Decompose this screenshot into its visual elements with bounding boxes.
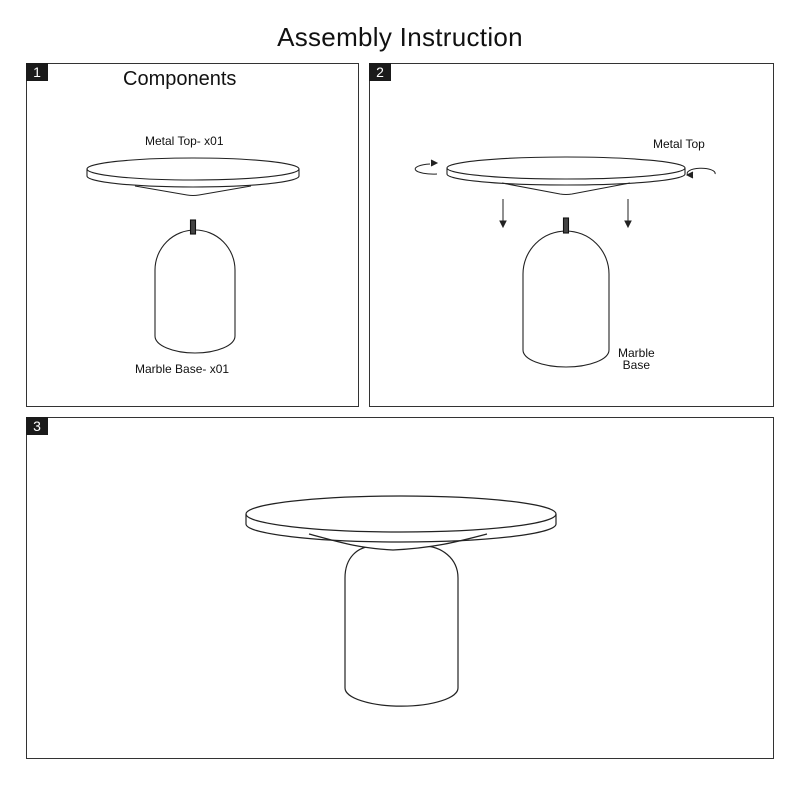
step-3-number: 3	[26, 417, 48, 435]
step-2-number: 2	[369, 63, 391, 81]
step-1-illustration	[27, 64, 360, 408]
step-2-panel	[369, 63, 774, 407]
down-arrow-left-icon	[500, 199, 506, 227]
step-1-panel	[26, 63, 359, 407]
marble-base-drawing	[523, 218, 609, 367]
step-1-number: 1	[26, 63, 48, 81]
marble-base-label-line1: Marble	[618, 346, 655, 360]
assembled-table-illustration	[27, 418, 775, 760]
assembled-table-drawing	[246, 496, 556, 706]
step-3-panel	[26, 417, 774, 759]
marble-base-label-line2: Base	[622, 358, 651, 372]
metal-top-drawing	[447, 157, 685, 195]
rotation-arrow-right-icon	[687, 168, 715, 178]
components-heading: Components	[123, 68, 237, 90]
step-2-illustration	[370, 64, 775, 408]
metal-top-drawing	[87, 158, 299, 196]
metal-top-label: Metal Top	[653, 137, 705, 151]
marble-base-drawing	[155, 220, 235, 353]
rotation-arrow-left-icon	[415, 160, 437, 174]
marble-base-label: Marble Base- x01	[135, 362, 230, 376]
down-arrow-right-icon	[625, 199, 631, 227]
page-title: Assembly Instruction	[277, 22, 523, 52]
metal-top-label: Metal Top- x01	[145, 134, 224, 148]
